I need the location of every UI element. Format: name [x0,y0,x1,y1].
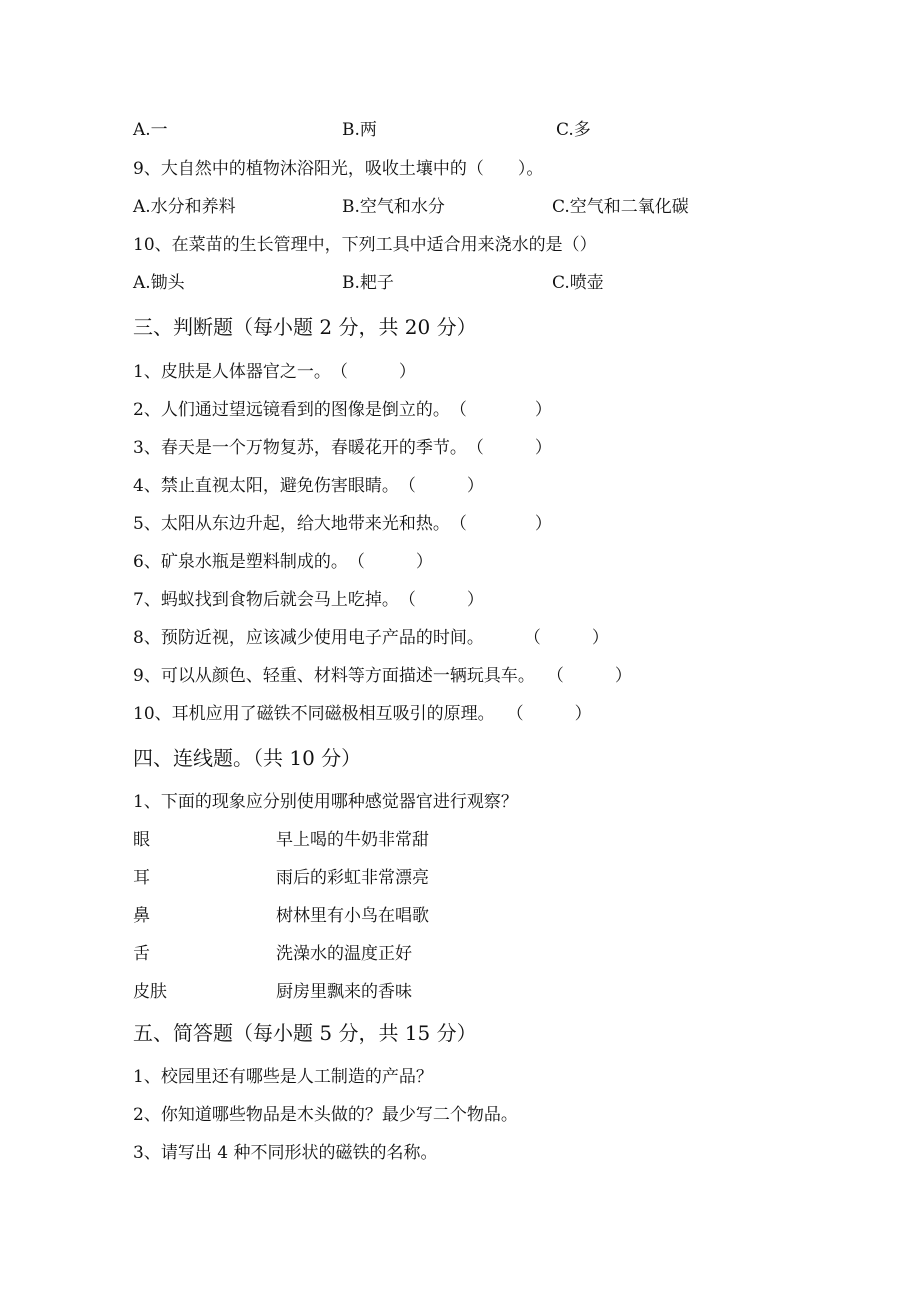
q9-option-b: B.空气和水分 [342,197,445,217]
judge-item-text: 5、太阳从东边升起，给大地带来光和热。 [133,514,450,534]
judge-item [133,665,632,687]
answer-blank: （ ） [398,476,484,496]
judge-item-text: 10、耳机应用了磁铁不同磁极相互吸引的原理。 [133,704,495,724]
judge-item-text: 1、皮肤是人体器官之一。 [133,362,331,382]
organ-item: 鼻 [133,906,150,926]
q8-option-b: B.两 [342,120,377,140]
q8-option-a: A.一 [133,120,168,140]
phenomenon-item: 雨后的彩虹非常漂亮 [276,868,429,888]
short-answer-item: 2、你知道哪些物品是木头做的？最少写二个物品。 [133,1105,518,1125]
organ-item: 皮肤 [133,982,167,1002]
q10-question: 10、在菜苗的生长管理中，下列工具中适合用来浇水的是（） [133,235,597,255]
answer-blank: （ ） [449,400,552,420]
answer-blank: （ ） [330,362,416,382]
q9-option-c: C.空气和二氧化碳 [552,197,689,217]
answer-blank: （ ） [449,514,552,534]
phenomenon-item: 厨房里飘来的香味 [276,982,412,1002]
judge-item [133,627,609,649]
judge-item [133,437,552,459]
answer-blank: （ ） [398,590,484,610]
judge-item-text: 2、人们通过望远镜看到的图像是倒立的。 [133,400,450,420]
section3-title: 三、判断题（每小题 2 分，共 20 分） [133,315,477,339]
q10-option-c: C.喷壶 [552,273,604,293]
answer-blank: （ ） [506,704,592,724]
organ-item: 舌 [133,944,150,964]
judge-item [133,513,552,535]
section5-title: 五、简答题（每小题 5 分，共 15 分） [133,1021,477,1045]
answer-blank: （ ） [466,438,552,458]
judge-item [133,361,416,383]
answer-blank: （ ） [523,628,609,648]
judge-item-text: 6、矿泉水瓶是塑料制成的。 [133,552,348,572]
q9-question: 9、大自然中的植物沐浴阳光，吸收土壤中的（ ）。 [133,159,544,179]
judge-item-text: 3、春天是一个万物复苏，春暖花开的季节。 [133,438,467,458]
judge-item-text: 7、蚂蚁找到食物后就会马上吃掉。 [133,590,399,610]
judge-item-text: 9、可以从颜色、轻重、材料等方面描述一辆玩具车。 [133,666,535,686]
phenomenon-item: 树林里有小鸟在唱歌 [276,906,429,926]
judge-item [133,703,592,725]
organ-item: 耳 [133,868,150,888]
organ-item: 眼 [133,830,150,850]
short-answer-item: 3、请写出 4 种不同形状的磁铁的名称。 [133,1143,438,1163]
judge-item-text: 4、禁止直视太阳，避免伤害眼睛。 [133,476,399,496]
matching-question: 1、下面的现象应分别使用哪种感觉器官进行观察？ [133,792,518,812]
judge-item [133,399,552,421]
judge-item-text: 8、预防近视，应该减少使用电子产品的时间。 [133,628,484,648]
judge-item [133,551,433,573]
answer-blank: （ ） [546,666,632,686]
q9-option-a: A.水分和养料 [133,197,236,217]
phenomenon-item: 早上喝的牛奶非常甜 [276,830,429,850]
q10-option-a: A.锄头 [133,273,185,293]
phenomenon-item: 洗澡水的温度正好 [276,944,412,964]
section4-title: 四、连线题。（共 10 分） [133,746,362,770]
judge-item [133,475,484,497]
short-answer-item: 1、校园里还有哪些是人工制造的产品？ [133,1067,433,1087]
q10-option-b: B.耙子 [342,273,394,293]
judge-item [133,589,484,611]
q8-option-c: C.多 [556,120,591,140]
answer-blank: （ ） [347,552,433,572]
